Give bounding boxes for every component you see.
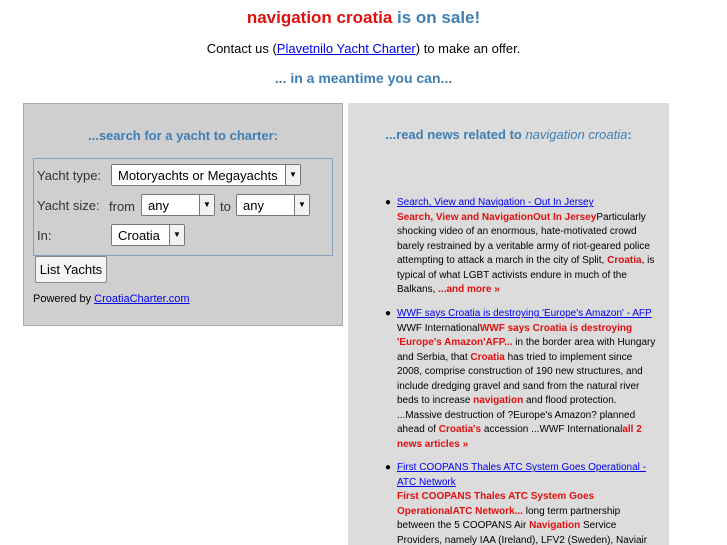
- title-domain: navigation croatia: [246, 8, 393, 27]
- powered-by: [33, 293, 190, 305]
- all-articles-link[interactable]: all 2 news articles »: [397, 424, 642, 450]
- news-heading: [348, 127, 669, 142]
- to-label: to: [220, 199, 231, 214]
- news-text: long term partnership between the 5 COOPANS Air: [397, 505, 621, 531]
- news-highlight: Croatia: [470, 351, 505, 363]
- yacht-type-label: Yacht type:: [37, 168, 102, 183]
- size-to-select[interactable]: [236, 194, 310, 216]
- size-from-value: any: [148, 198, 169, 213]
- news-item: [385, 461, 659, 545]
- news-panel: [348, 103, 669, 545]
- news-text: Particularly shocking video of an enormous, hate-motivated crowd barely restrained by a veritable army of riot-geared police attempting to attack a march in the city of Split,: [397, 211, 650, 266]
- news-highlight: navigation: [473, 395, 524, 406]
- news-item: [385, 307, 659, 452]
- news-text: in the border area with Hungary and Serbia, that: [397, 337, 656, 363]
- contact-suffix: ) to make an offer.: [415, 41, 521, 56]
- location-select[interactable]: [111, 224, 185, 246]
- bullet-icon: ●: [385, 462, 392, 473]
- news-link[interactable]: Search, View and Navigation - Out In Jersey: [397, 197, 594, 208]
- news-highlight: Croatia: [607, 255, 642, 266]
- location-value: Croatia: [118, 228, 160, 243]
- yacht-type-select[interactable]: [111, 164, 301, 186]
- news-link[interactable]: WWF says Croatia is destroying 'Europe's Amazon' - AFP: [397, 308, 652, 319]
- news-text: Service Providers, namely IAA (Ireland), LFV2 (Sweden), Naviair: [397, 520, 648, 545]
- news-highlight: Navigation: [529, 520, 581, 531]
- news-item: [385, 196, 659, 298]
- meanwhile-text: ... in a meantime you can...: [274, 70, 453, 86]
- from-label: from: [109, 199, 135, 214]
- news-highlight: Search, View and NavigationOut In Jersey: [397, 211, 597, 223]
- news-text: accession ...WWF International: [481, 424, 623, 435]
- contact-link[interactable]: Plavetnilo Yacht Charter: [276, 41, 416, 56]
- yacht-size-label: Yacht size:: [37, 198, 100, 213]
- page-title: [0, 8, 727, 28]
- powered-prefix: Powered by: [33, 293, 95, 305]
- news-text: WWF International: [397, 322, 480, 334]
- yacht-search-panel: [23, 103, 343, 326]
- news-link[interactable]: First COOPANS Thales ATC System Goes Operational - ATC Network: [397, 462, 646, 488]
- bullet-icon: ●: [385, 197, 392, 208]
- size-from-select[interactable]: [141, 194, 215, 216]
- news-text: and flood protection. ...Massive destruction of ?Europe's Amazon? planned ahead of: [397, 395, 636, 435]
- contact-prefix: Contact us (: [206, 41, 277, 56]
- bullet-icon: ●: [385, 308, 392, 319]
- contact-line: [0, 41, 727, 56]
- news-highlight: WWF says Croatia is destroying 'Europe's Amazon'AFP...: [397, 322, 633, 348]
- news-text: has tried to implement since 2008, comprise construction of 190 new structures, and include dredging gravel and sand from the natural river beds to increase: [397, 351, 643, 406]
- search-heading: ...search for a yacht to charter:: [87, 128, 278, 143]
- powered-link[interactable]: CroatiaCharter.com: [94, 293, 190, 305]
- more-link[interactable]: ...and more »: [438, 284, 500, 295]
- yacht-type-value: Motoryachts or Megayachts: [118, 168, 278, 183]
- chevron-down-icon: ▼: [294, 195, 309, 215]
- news-text: , is typical of what LGBT activists endure in much of the Balkans,: [397, 255, 655, 295]
- chevron-down-icon: ▼: [285, 165, 300, 185]
- in-label: In:: [37, 228, 52, 243]
- news-highlight: First COOPANS Thales ATC System Goes OperationalATC Network...: [397, 491, 595, 517]
- list-yachts-button[interactable]: List Yachts: [35, 256, 107, 283]
- chevron-down-icon: ▼: [199, 195, 214, 215]
- size-to-value: any: [243, 198, 264, 213]
- search-form: [33, 158, 333, 256]
- title-sale-text: is on sale!: [392, 8, 481, 27]
- news-highlight: Croatia's: [438, 424, 482, 435]
- news-heading-topic: navigation croatia: [525, 127, 628, 142]
- news-heading-prefix: ...read news related to: [385, 127, 526, 142]
- news-heading-suffix: :: [627, 127, 632, 142]
- chevron-down-icon: ▼: [169, 225, 184, 245]
